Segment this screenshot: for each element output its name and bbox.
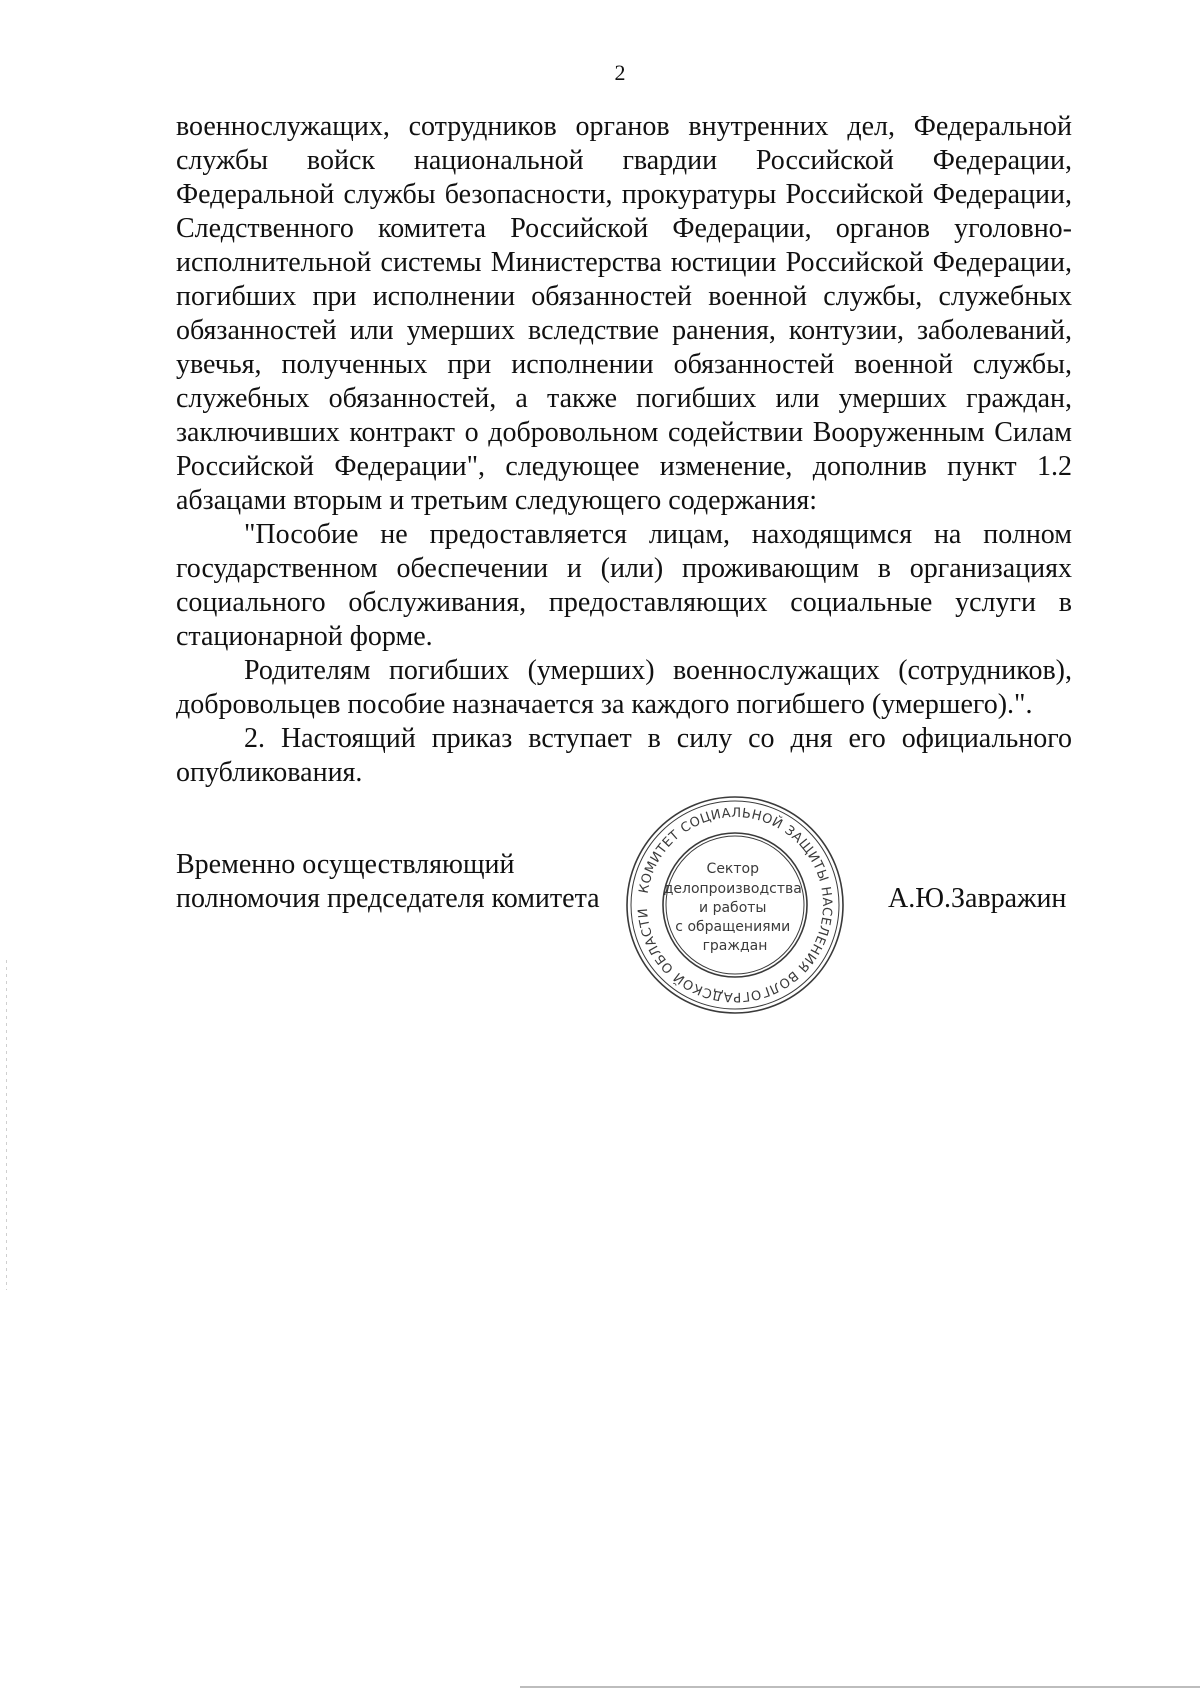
signature-position-line-2: полномочия председателя комитета bbox=[176, 883, 600, 914]
stamp-seal-icon bbox=[620, 790, 850, 1020]
page-number: 2 bbox=[614, 60, 626, 85]
paragraph-item-2: 2. Настоящий приказ вступает в силу со дня его официального опубликования. bbox=[176, 723, 1072, 788]
document-body bbox=[176, 110, 1072, 790]
official-stamp bbox=[620, 790, 850, 1020]
stamp-ring-text: КОМИТЕТ СОЦИАЛЬНОЙ ЗАЩИТЫ НАСЕЛЕНИЯ ВОЛГОГРАДСКОЙ ОБЛАСТИ bbox=[635, 805, 835, 1005]
scan-artifact-bottom bbox=[520, 1686, 1200, 1688]
signature-position bbox=[176, 848, 600, 916]
paragraph-continuation: военнослужащих, сотрудников органов внутренних дел, Федеральной службы войск национальной гвардии Российской Федерации, Федеральной службы безопасности, прокуратуры Российской Федерации, Следственного комитета Российской Федерации, органов уголовно-исполнительной системы Министерства юстиции Российской Федерации, погибших при исполнении обязанностей военной службы, служебных обязанностей или умерших вследствие ранения, контузии, заболеваний, увечья, полученных при исполнении обязанностей военной службы, служебных обязанностей, а также погибших или умерших граждан, заключивших контракт о добровольном содействии Вооруженным Силам Российской Федерации", следующее изменение, дополнив пункт 1.2 абзацами вторым и третьим следующего содержания: bbox=[176, 111, 1072, 516]
signer-name: А.Ю.Завражин bbox=[888, 883, 1067, 914]
paragraph-quote-2: Родителям погибших (умерших) военнослужащих (сотрудников), добровольцев пособие назначается за каждого погибшего (умершего).". bbox=[176, 655, 1072, 720]
scan-artifact-left bbox=[6, 960, 7, 1290]
signature-position-line-1: Временно осуществляющий bbox=[176, 849, 515, 880]
paragraph-quote-1: "Пособие не предоставляется лицам, находящимся на полном государственном обеспечении и (или) проживающим в организациях социального обслуживания, предоставляющих социальные услуги в стационарной форме. bbox=[176, 519, 1072, 652]
stamp-inner-text: Сектор делопроизводства и работы с обращениями граждан bbox=[663, 861, 802, 954]
